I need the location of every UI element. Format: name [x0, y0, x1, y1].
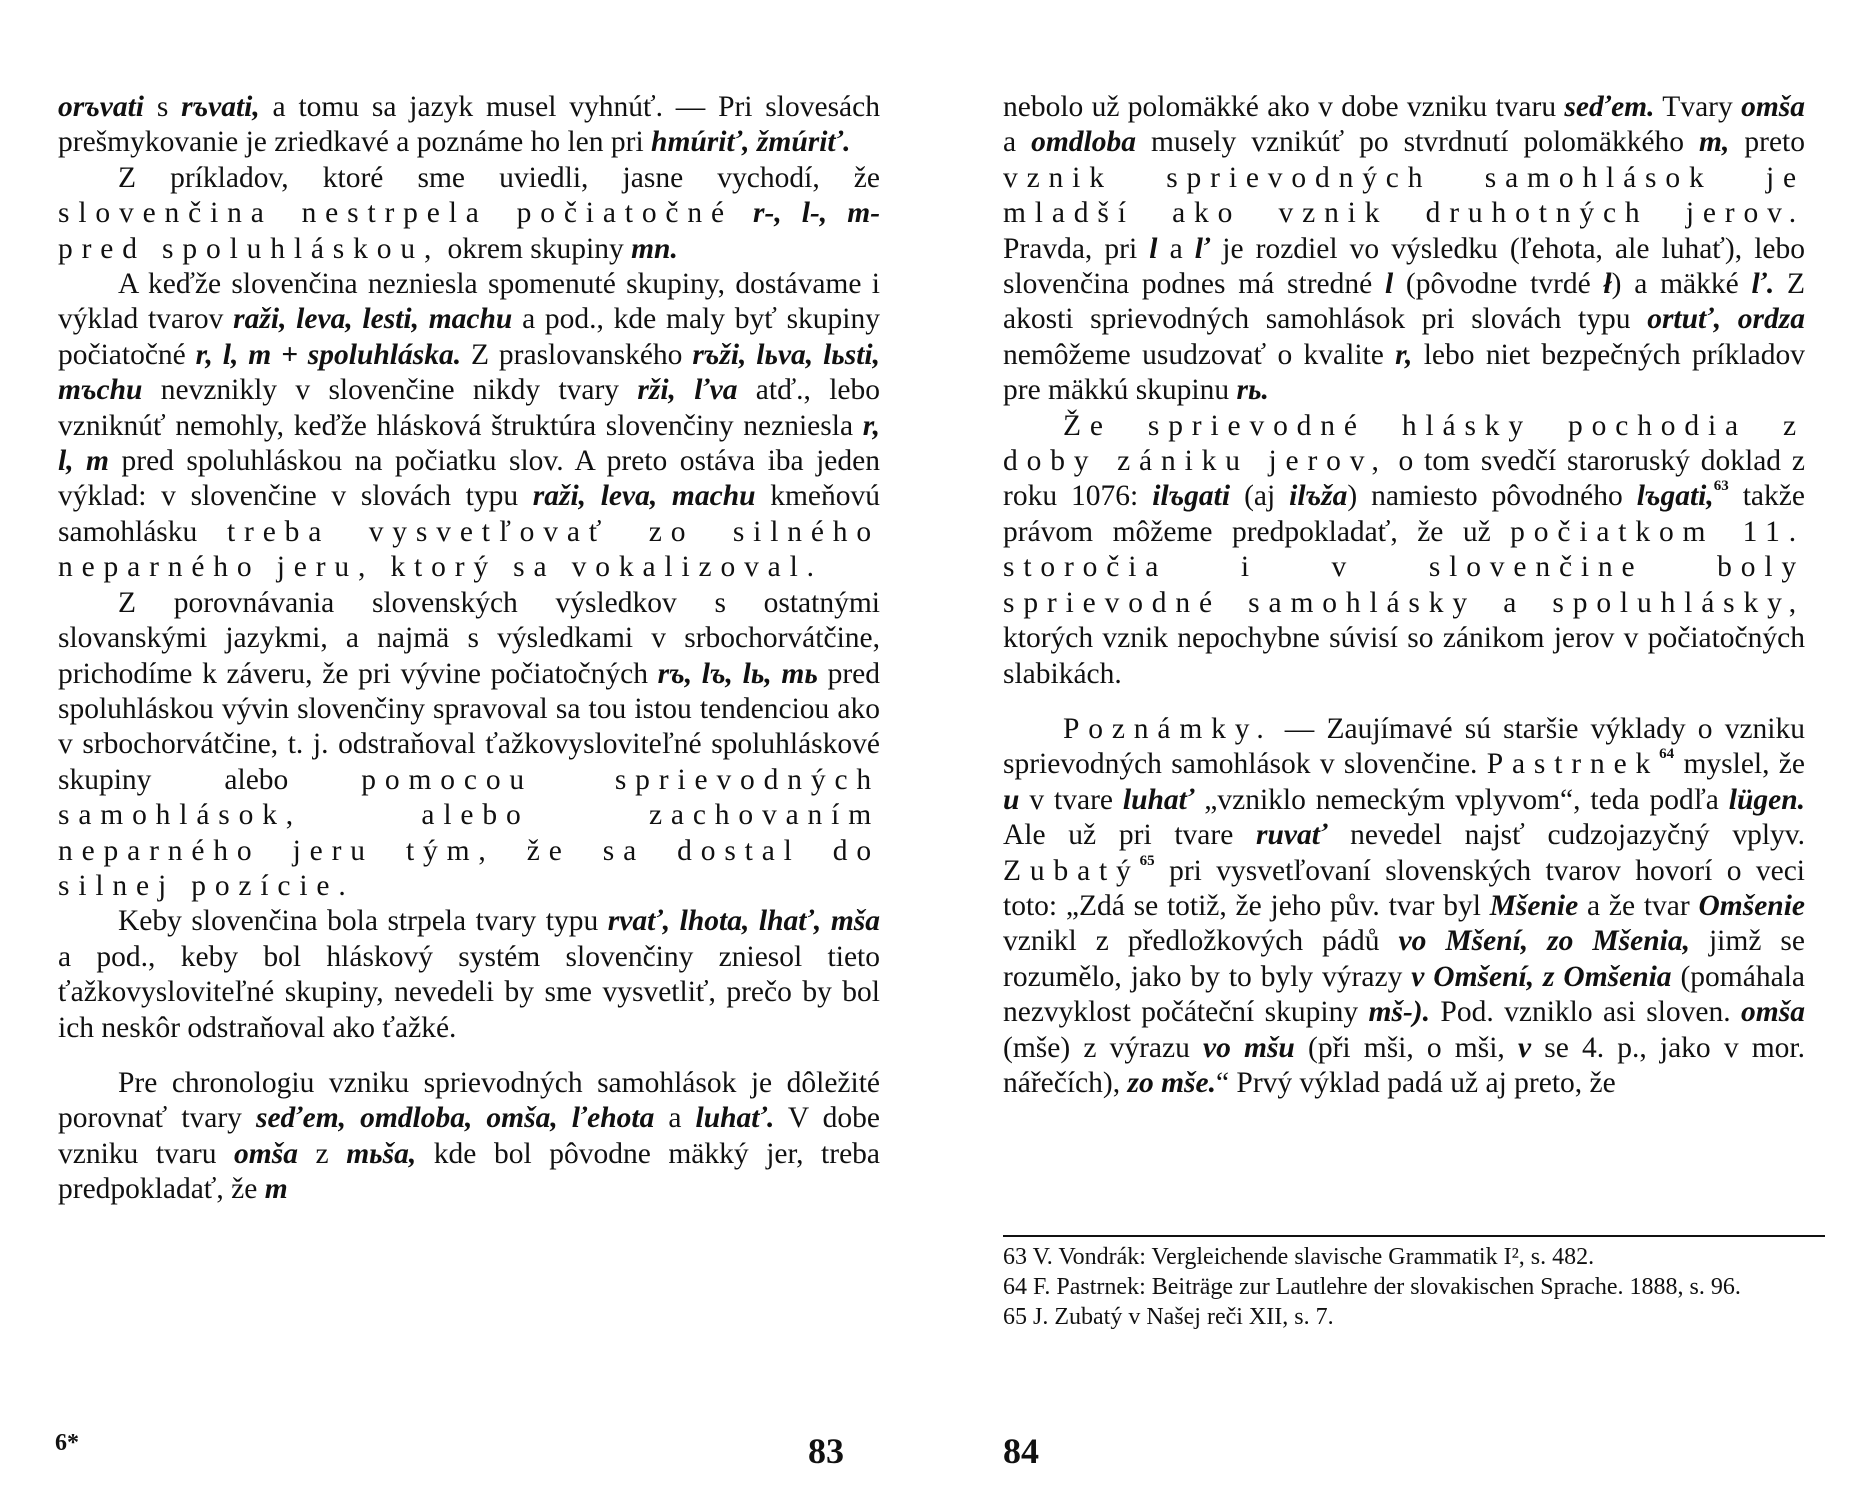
right-body-text: nebolo už polomäkké ako v dobe vzniku tvaru seďem. Tvary omša a omdloba musely vznikúť po stvrdnutí polomäkkého m, preto vznik sprievodných samohlások je mladší ako vznik druhotných jerov. Pravda, pri l a ľ je rozdiel vo výsledku (ľehota, ale luhať), lebo slovenčina podnes má stredné l (pôvodne tvrdé ł) a mäkké ľ. Z akosti sprievodných samohlások pri slovách typu ortuť, ordza nemôžeme usudzovať o kvalite r, lebo niet bezpečných príkladov pre mäkkú skupinu rь. Že sprievodné hlásky pochodia z doby zániku jerov, o tom svedčí staroruský doklad z roku 1076: ilъgati (aj ilъža) namiesto pôvodného lъgati,$^{63}$ takže právom môžeme predpokladať, že už počiatkom 11. storočia i v slovenčine boly sprievodné samohlásky a spoluhlásky, ktorých vznik nepochybne súvisí so zánikom jerov v počiatočných slabikách. Poznámky. — Zaujímavé sú staršie výklady o vzniku sprievodných samohlások v slovenčine. Pastrnek$^{64}$ myslel, že u v tvare luhať „vzniklo nemeckým vplyvom“, teda podľa lügen. Ale už pri tvare ruvať nevedel najsť cudzojazyčný vplyv. Zubatý$^{65}$ pri vysvetľovaní slovenských tvarov hovorí o veci toto: „Zdá se totiž, že jeho pův. tvar byl Mšenie a že tvar Omšenie vznikl z předložkových pádů vo Mšení, zo Mšenia, jimž se rozumělo, jako by to byly výrazy v Omšení, z Omšenia (pomáhala nezvyklost počáteční skupiny mš-). Pod. vzniklo asi sloven. omša (mše) z výrazu vo mšu (při mši, o mši, v se 4. p., jako v mor. nářečích), zo mše.“ Prvý výklad padá už aj preto, že [1003, 91, 1806, 1099]
right-page-number: 84 [1003, 1431, 1039, 1471]
footnote-64: 64 F. Pastrnek: Beiträge zur Lautlehre der slovakischen Sprache. 1888, s. 96. [1003, 1274, 1741, 1300]
left-page-number: 83 [808, 1431, 844, 1471]
footnotes [1003, 1242, 1825, 1332]
right-page [935, 0, 1870, 1500]
footnote-63: 63 V. Vondrák: Vergleichende slavische Grammatik I², s. 482. [1003, 1244, 1595, 1270]
printer-signature: 6* [55, 1430, 79, 1456]
footnote-rule [1003, 1235, 1825, 1237]
left-body-text: orъvati s rъvati, a tomu sa jazyk musel vyhnúť. — Pri slovesách prešmykovanie je zriedkavé a poznáme ho len pri hmúriť, žmúriť. Z príkladov, ktoré sme uviedli, jasne vychodí, že slovenčina nestrpela počiatočné r-, l-, m- pred spoluhláskou, okrem skupiny mn. A keďže slovenčina nezniesla spomenuté skupiny, dostávame i výklad tvarov raži, leva, lesti, machu a pod., kde maly byť skupiny počiatočné r, l, m + spoluhláska. Z praslovanského rъži, lьva, lьsti, mъchu nevznikly v slovenčine nikdy tvary rži, ľva atď., lebo vzniknúť nemohly, keďže hlásková štruktúra slovenčiny nezniesla r, l, m pred spoluhláskou na počiatku slov. A preto ostáva iba jeden výklad: v slovenčine v slovách typu raži, leva, machu kmeňovú samohlásku treba vysvetľovať zo silného neparného jeru, ktorý sa vokalizoval. Z porovnávania slovenských výsledkov s ostatnými slovanskými jazykmi, a najmä s výsledkami v srbochorvátčine, prichodíme k záveru, že pri vývine počiatočných rъ, lъ, lь, mь pred spoluhláskou vývin slovenčiny spravoval sa tou istou tendenciou ako v srbochorvátčine, t. j. odstraňoval ťažkovysloviteľné spoluhláskové skupiny alebo pomocou sprievodných samohlások, alebo zachovaním neparného jeru tým, že sa dostal do silnej pozície. Keby slovenčina bola strpela tvary typu rvať, lhota, lhať, mša a pod., keby bol hláskový systém slovenčiny zniesol tieto ťažkovysloviteľné skupiny, nevedeli by sme vysvetliť, prečo by bol ich neskôr odstraňoval ako ťažké. Pre chronologiu vzniku sprievodných samohlások je dôležité porovnať tvary seďem, omdloba, omša, ľehota a luhať. V dobe vzniku tvaru omša z mьša, kde bol pôvodne mäkký jer, treba predpokladať, že m [58, 91, 881, 1206]
footnote-65: 65 J. Zubatý v Našej reči XII, s. 7. [1003, 1304, 1334, 1330]
